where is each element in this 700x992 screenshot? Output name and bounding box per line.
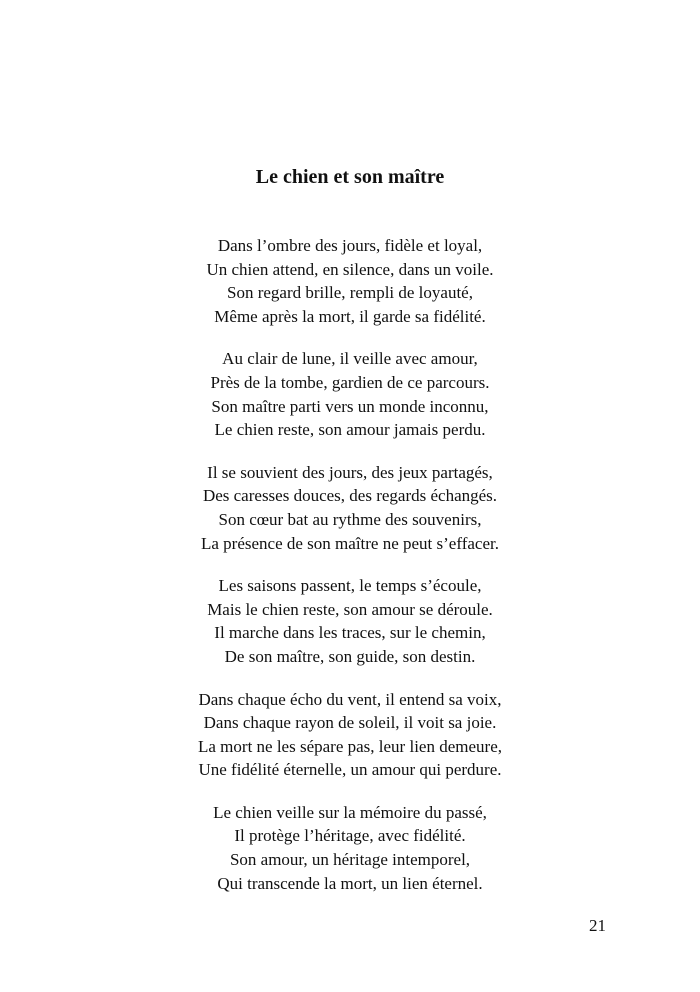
poem-line: Son cœur bat au rythme des souvenirs, [218,509,482,529]
poem-line: Il marche dans les traces, sur le chemin, [214,623,486,643]
stanza [0,574,700,668]
poem-line: Il protège l’héritage, avec fidélité. [234,826,466,846]
stanza [0,347,700,441]
poem-line: Les saisons passent, le temps s’écoule, [218,576,482,596]
stanza [0,234,700,328]
poem-line: Son maître parti vers un monde inconnu, [211,396,489,416]
poem-line: Le chien reste, son amour jamais perdu. [214,420,486,440]
poem-line: La présence de son maître ne peut s’effacer. [201,533,499,553]
page-number: 21 [589,916,606,935]
stanza [0,801,700,895]
stanza [0,688,700,782]
poem-line: Même après la mort, il garde sa fidélité. [214,306,486,326]
poem-line: Le chien veille sur la mémoire du passé, [213,802,487,822]
poem-body [0,234,700,914]
poem-line: Qui transcende la mort, un lien éternel. [217,873,483,893]
poem-line: La mort ne les sépare pas, leur lien demeure, [198,736,502,756]
poem-line: De son maître, son guide, son destin. [224,646,476,666]
poem-title: Le chien et son maître [255,166,445,188]
poem-line: Un chien attend, en silence, dans un voile. [206,259,494,279]
poem-line: Une fidélité éternelle, un amour qui perdure. [198,760,502,780]
poem-line: Des caresses douces, des regards échangés. [202,486,498,506]
poem-line: Il se souvient des jours, des jeux partagés, [207,462,493,482]
poem-line: Dans l’ombre des jours, fidèle et loyal, [217,236,483,255]
poem-line: Son amour, un héritage intemporel, [229,850,471,870]
stanza [0,461,700,555]
poem-line: Au clair de lune, il veille avec amour, [222,349,478,369]
poem-line: Son regard brille, rempli de loyauté, [227,283,473,303]
poem-line: Mais le chien reste, son amour se déroule. [207,599,493,619]
poem-line: Dans chaque rayon de soleil, il voit sa joie. [203,713,497,733]
poem-line: Dans chaque écho du vent, il entend sa voix, [198,689,502,709]
poem-line: Près de la tombe, gardien de ce parcours. [210,372,490,392]
